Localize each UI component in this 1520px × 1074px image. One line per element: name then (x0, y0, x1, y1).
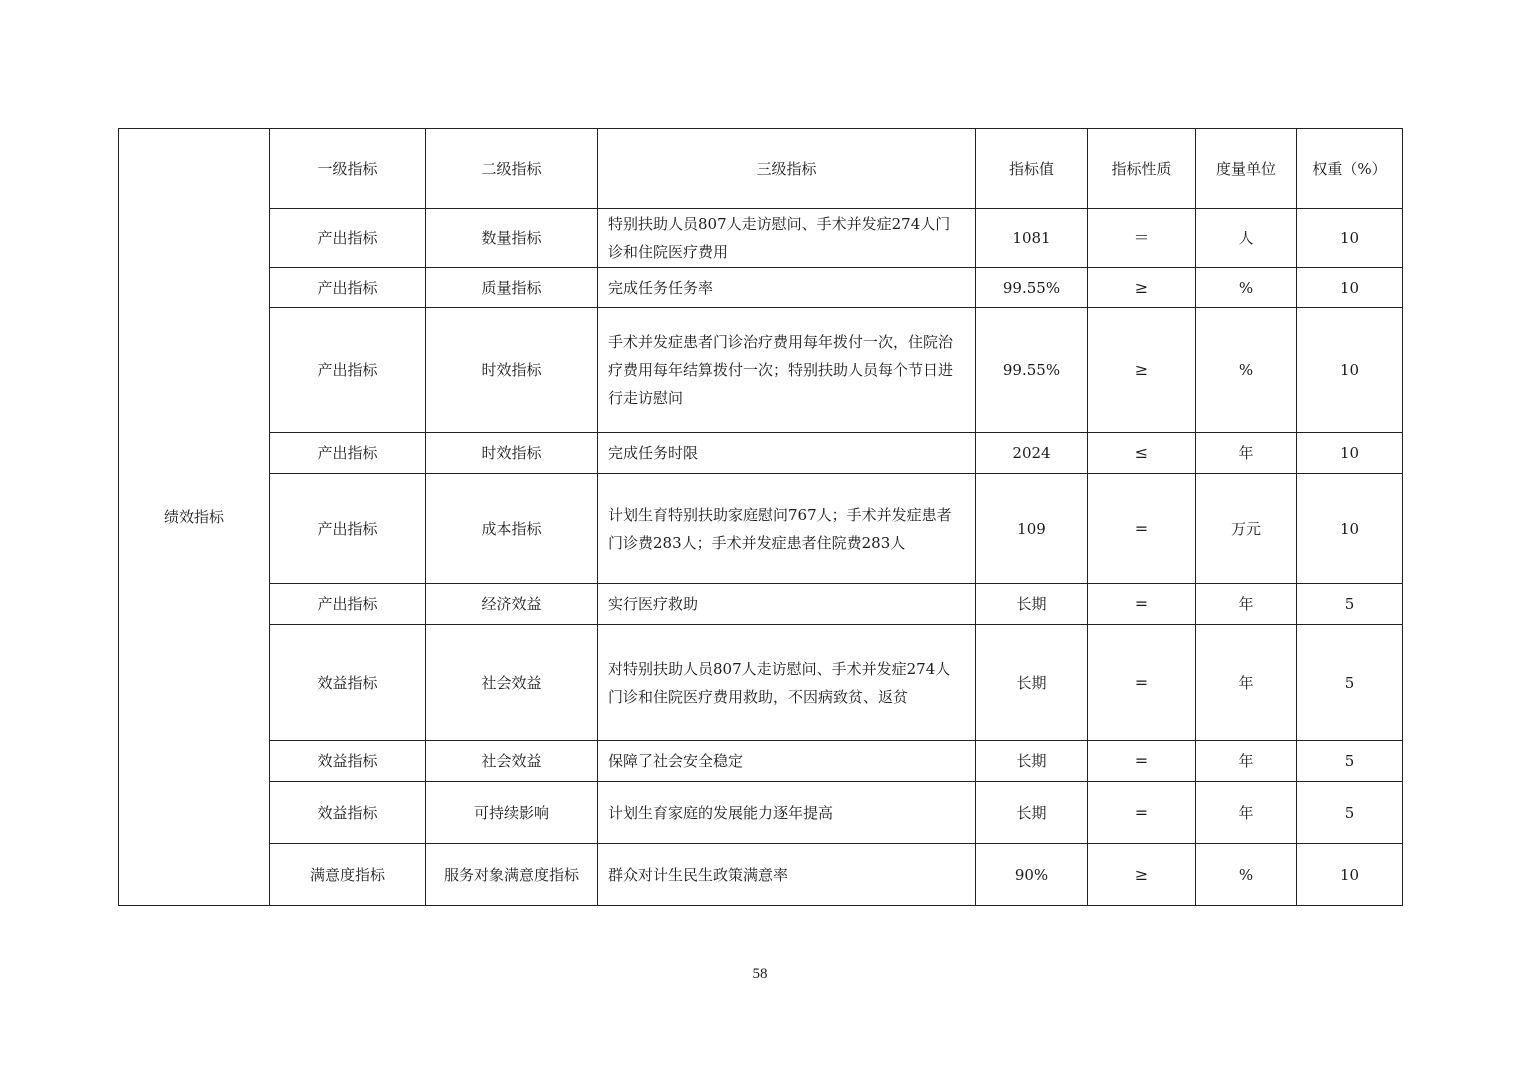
level3-cell: 特别扶助人员807人走访慰问、手术并发症274人门诊和住院医疗费用 (598, 209, 976, 268)
value-cell: 2024 (976, 433, 1088, 474)
unit-cell: 人 (1196, 209, 1297, 268)
value-cell: 90% (976, 844, 1088, 906)
weight-cell: 5 (1297, 782, 1403, 844)
level2-cell: 时效指标 (426, 433, 598, 474)
table-row (119, 625, 1403, 741)
weight-cell: 5 (1297, 584, 1403, 625)
level1-cell: 产出指标 (270, 433, 426, 474)
level1-cell: 效益指标 (270, 782, 426, 844)
unit-cell: 万元 (1196, 474, 1297, 584)
unit-cell: % (1196, 844, 1297, 906)
value-cell: 长期 (976, 625, 1088, 741)
weight-cell: 5 (1297, 741, 1403, 782)
nature-cell: ≥ (1088, 268, 1196, 308)
level1-cell: 效益指标 (270, 741, 426, 782)
level1-cell: 产出指标 (270, 308, 426, 433)
value-cell: 长期 (976, 782, 1088, 844)
table-row (119, 741, 1403, 782)
performance-indicator-table (118, 128, 1403, 906)
level3-cell: 对特别扶助人员807人走访慰问、手术并发症274人门诊和住院医疗费用救助，不因病致贫、返贫 (598, 625, 976, 741)
nature-cell: ≥ (1088, 844, 1196, 906)
weight-cell: 10 (1297, 474, 1403, 584)
table-row (119, 433, 1403, 474)
level3-cell: 手术并发症患者门诊治疗费用每年拨付一次，住院治疗费用每年结算拨付一次；特别扶助人员每个节日进行走访慰问 (598, 308, 976, 433)
level2-cell: 成本指标 (426, 474, 598, 584)
level1-cell: 满意度指标 (270, 844, 426, 906)
nature-cell: = (1088, 782, 1196, 844)
unit-cell: 年 (1196, 433, 1297, 474)
unit-cell: 年 (1196, 741, 1297, 782)
level2-cell: 时效指标 (426, 308, 598, 433)
header-weight: 权重（%） (1297, 129, 1403, 209)
level3-cell: 实行医疗救助 (598, 584, 976, 625)
value-cell: 1081 (976, 209, 1088, 268)
unit-cell: % (1196, 268, 1297, 308)
weight-cell: 10 (1297, 844, 1403, 906)
level1-cell: 产出指标 (270, 268, 426, 308)
table-row (119, 782, 1403, 844)
table-row (119, 474, 1403, 584)
value-cell: 长期 (976, 584, 1088, 625)
level3-cell: 保障了社会安全稳定 (598, 741, 976, 782)
nature-cell: ≥ (1088, 308, 1196, 433)
level2-cell: 社会效益 (426, 625, 598, 741)
weight-cell: 5 (1297, 625, 1403, 741)
level2-cell: 质量指标 (426, 268, 598, 308)
table-row (119, 268, 1403, 308)
table-row (119, 209, 1403, 268)
level1-cell: 产出指标 (270, 584, 426, 625)
value-cell: 99.55% (976, 308, 1088, 433)
table-header-row (119, 129, 1403, 209)
table-row (119, 584, 1403, 625)
table-row (119, 844, 1403, 906)
header-level1: 一级指标 (270, 129, 426, 209)
level3-cell: 完成任务时限 (598, 433, 976, 474)
header-level3: 三级指标 (598, 129, 976, 209)
nature-cell: = (1088, 625, 1196, 741)
header-nature: 指标性质 (1088, 129, 1196, 209)
nature-cell: ＝ (1088, 209, 1196, 268)
level2-cell: 服务对象满意度指标 (426, 844, 598, 906)
weight-cell: 10 (1297, 268, 1403, 308)
level1-cell: 效益指标 (270, 625, 426, 741)
value-cell: 109 (976, 474, 1088, 584)
header-value: 指标值 (976, 129, 1088, 209)
header-level2: 二级指标 (426, 129, 598, 209)
unit-cell: % (1196, 308, 1297, 433)
level2-cell: 经济效益 (426, 584, 598, 625)
nature-cell: = (1088, 584, 1196, 625)
unit-cell: 年 (1196, 584, 1297, 625)
level2-cell: 数量指标 (426, 209, 598, 268)
level3-cell: 计划生育特别扶助家庭慰问767人；手术并发症患者门诊费283人；手术并发症患者住院费283人 (598, 474, 976, 584)
level2-cell: 社会效益 (426, 741, 598, 782)
value-cell: 99.55% (976, 268, 1088, 308)
level3-cell: 群众对计生民生政策满意率 (598, 844, 976, 906)
weight-cell: 10 (1297, 308, 1403, 433)
nature-cell: ≤ (1088, 433, 1196, 474)
unit-cell: 年 (1196, 782, 1297, 844)
table-row (119, 308, 1403, 433)
level2-cell: 可持续影响 (426, 782, 598, 844)
header-unit: 度量单位 (1196, 129, 1297, 209)
level1-cell: 产出指标 (270, 209, 426, 268)
level3-cell: 计划生育家庭的发展能力逐年提高 (598, 782, 976, 844)
level1-cell: 产出指标 (270, 474, 426, 584)
group-label-cell: 绩效指标 (119, 129, 270, 906)
level3-cell: 完成任务任务率 (598, 268, 976, 308)
unit-cell: 年 (1196, 625, 1297, 741)
nature-cell: = (1088, 474, 1196, 584)
nature-cell: = (1088, 741, 1196, 782)
value-cell: 长期 (976, 741, 1088, 782)
weight-cell: 10 (1297, 209, 1403, 268)
page-number: 58 (752, 966, 768, 982)
weight-cell: 10 (1297, 433, 1403, 474)
